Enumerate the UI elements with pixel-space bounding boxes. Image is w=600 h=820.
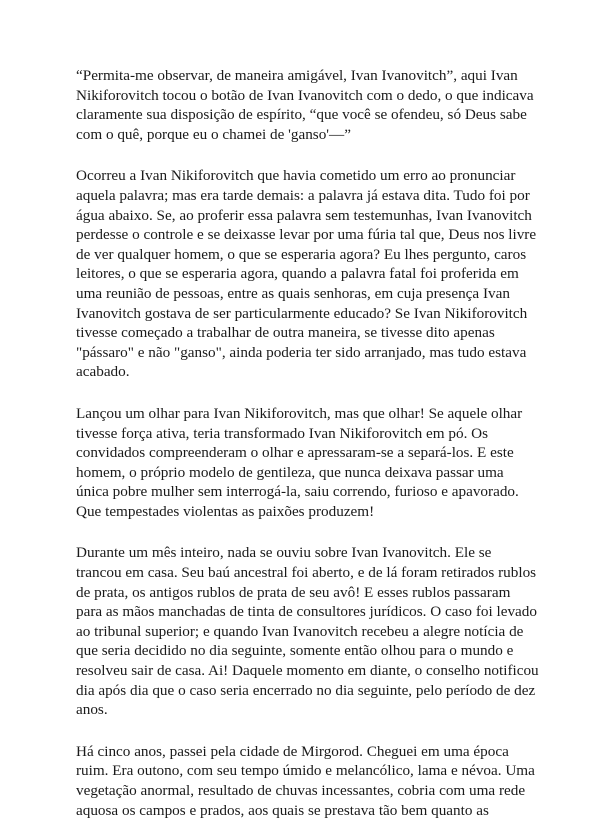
- text-line: leitores, o que se esperaria agora, quando a palavra fatal foi proferida em: [76, 265, 519, 283]
- text-line: tivesse começado a trabalhar de outra maneira, se tivesse dito apenas: [76, 324, 495, 342]
- text-line: única pobre mulher sem interrogá-la, saiu correndo, furioso e apavorado.: [76, 483, 519, 501]
- text-line: claramente sua disposição de espírito, “que você se ofendeu, só Deus sabe: [76, 106, 527, 124]
- paragraph-5: [76, 742, 540, 820]
- text-line: água abaixo. Se, ao proferir essa palavra sem testemunhas, Ivan Ivanovitch: [76, 206, 532, 224]
- text-line: para as mãos manchadas de tinta de consultores jurídicos. O caso foi levado: [76, 603, 537, 621]
- text-line: Lançou um olhar para Ivan Nikiforovitch, mas que olhar! Se aquele olhar: [76, 404, 523, 422]
- text-line: “Permita-me observar, de maneira amigável, Ivan Ivanovitch”, aqui Ivan: [76, 67, 518, 84]
- text-line: tivesse força ativa, teria transformado Ivan Nikiforovitch em pó. Os: [76, 424, 489, 442]
- text-line: Ocorreu a Ivan Nikiforovitch que havia cometido um erro ao pronunciar: [76, 167, 516, 185]
- paragraph-4: [76, 543, 540, 719]
- text-line: acabado.: [76, 363, 130, 381]
- text-line: perdesse o controle e se deixasse levar por uma fúria tal que, Deus nos livre: [76, 226, 537, 244]
- text-line: vegetação anormal, resultado de chuvas incessantes, cobria com uma rede: [76, 782, 526, 799]
- text-line: Que tempestades violentas as paixões produzem!: [76, 502, 375, 520]
- paragraph-3: [76, 404, 540, 522]
- text-line: trancou em casa. Seu baú ancestral foi aberto, e de lá foram retirados rublos: [76, 564, 537, 582]
- text-line: anos.: [76, 701, 108, 719]
- text-line: Nikiforovitch tocou o botão de Ivan Ivanovitch com o dedo, o que indicava: [76, 86, 534, 104]
- text-line: dia após dia que o caso seria encerrado no dia seguinte, pelo período de dez: [76, 681, 536, 699]
- text-line: "pássaro" e não "ganso", ainda poderia ter sido arranjado, mas tudo estava: [76, 343, 527, 361]
- text-line: ao tribunal superior; e quando Ivan Ivanovitch recebeu a alegre notícia de: [76, 622, 524, 640]
- text-line: uma reunião de pessoas, entre as quais senhoras, em cuja presença Ivan: [76, 284, 510, 302]
- text-line: Há cinco anos, passei pela cidade de Mirgorod. Cheguei em uma época: [76, 742, 509, 760]
- text-line: de ver qualquer homem, o que se esperaria agora? Eu lhes pergunto, caros: [76, 245, 527, 263]
- text-line: Durante um mês inteiro, nada se ouviu sobre Ivan Ivanovitch. Ele se: [76, 544, 492, 562]
- text-line: aquela palavra; mas era tarde demais: a palavra já estava dita. Tudo foi por: [76, 186, 530, 204]
- text-line: resolveu sair de casa. Ai! Daquele momento em diante, o conselho notificou: [76, 662, 539, 680]
- paragraph-2: [76, 166, 540, 382]
- text-line: convidados compreenderam o olhar e apressaram-se a separá-los. E este: [76, 444, 514, 462]
- text-line: aquosa os campos e prados, aos quais se prestava tão bem quanto as: [76, 801, 489, 819]
- paragraph-1: [76, 66, 540, 144]
- text-line: de prata, os antigos rublos de prata de seu avô! E esses rublos passaram: [76, 583, 511, 601]
- text-line: homem, o próprio modelo de gentileza, que nunca deixava passar uma: [76, 463, 504, 481]
- text-line: com o quê, porque eu o chamei de 'ganso'—”: [76, 125, 351, 143]
- text-line: ruim. Era outono, com seu tempo úmido e melancólico, lama e névoa. Uma: [76, 762, 535, 780]
- text-line: que seria decidido no dia seguinte, somente então olhou para o mundo e: [76, 642, 514, 660]
- text-line: Ivanovitch gostava de ser particularmente educado? Se Ivan Nikiforovitch: [76, 304, 528, 322]
